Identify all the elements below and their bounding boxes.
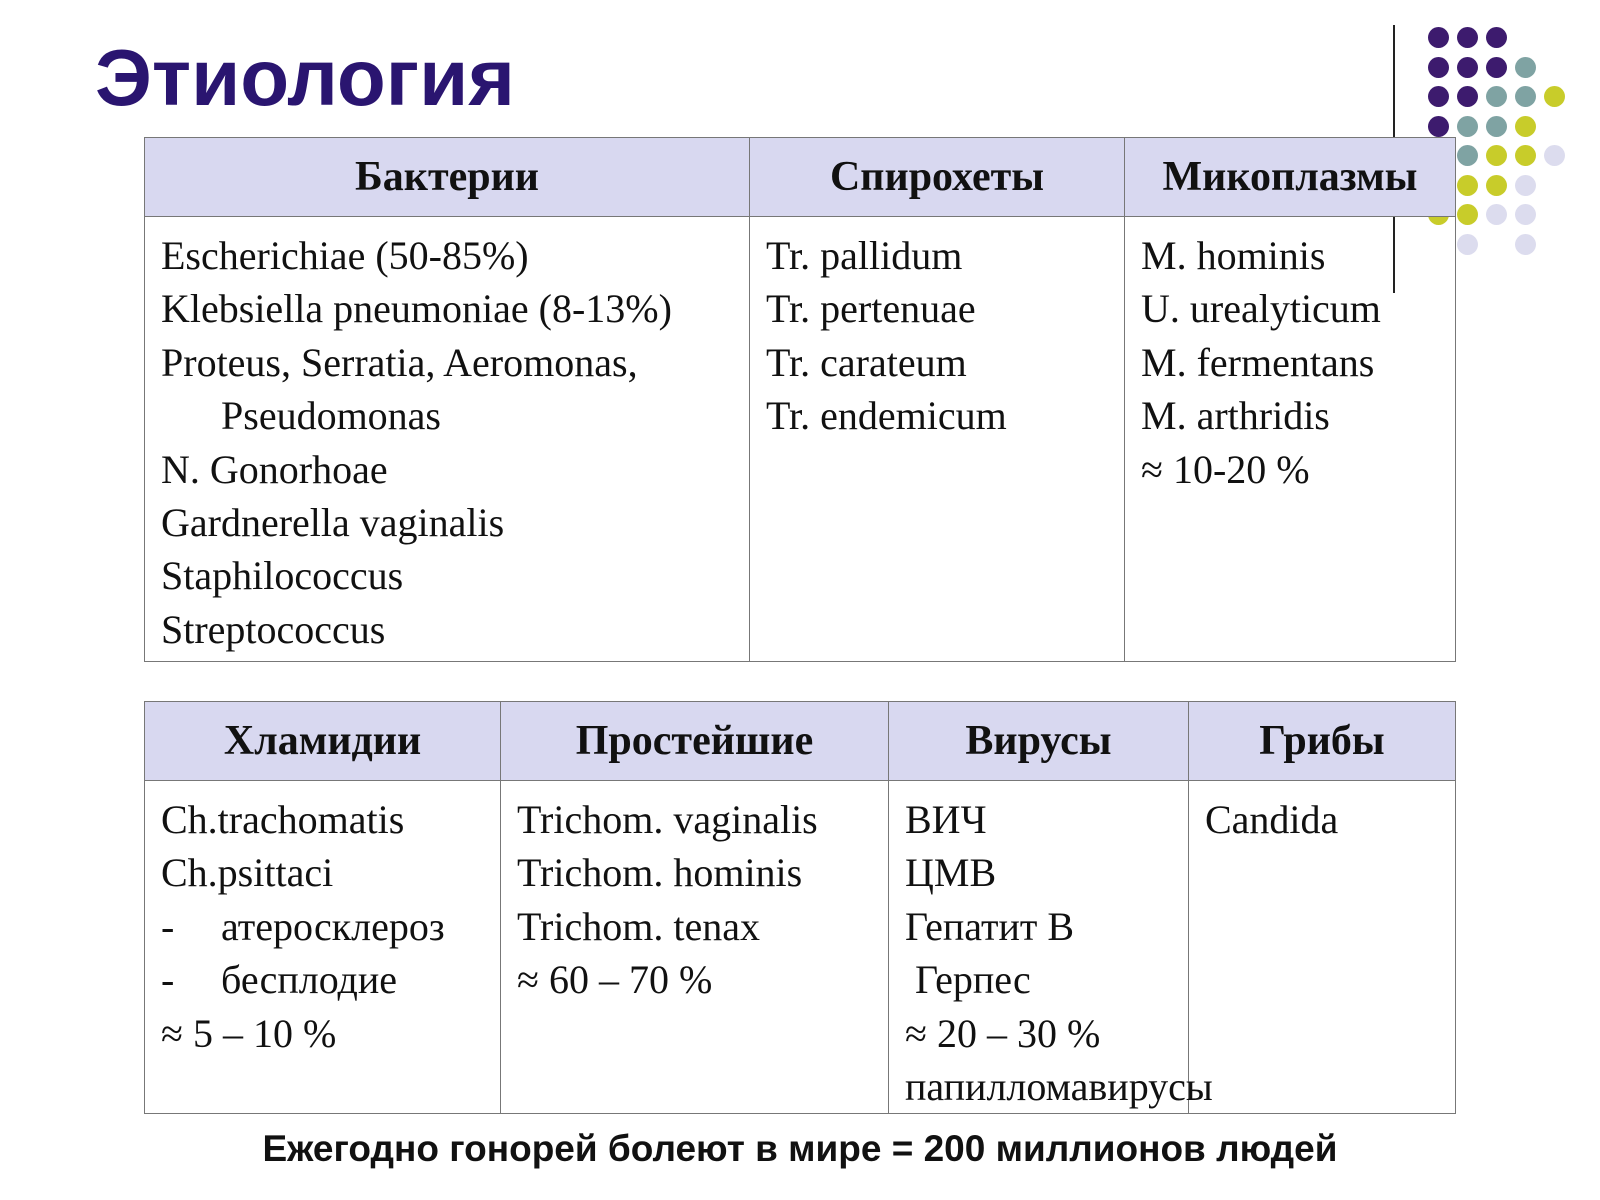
decorative-dot — [1457, 204, 1478, 225]
list-item: Gardnerella vaginalis — [161, 500, 505, 546]
list-item: Escherichiae (50-85%) — [161, 233, 529, 278]
decorative-dot — [1486, 145, 1507, 166]
header-bacteria: Бактерии — [145, 138, 750, 217]
list-item — [161, 900, 500, 953]
list-item: Tr. pertenuae — [766, 286, 976, 332]
decorative-dot — [1515, 116, 1536, 137]
list-item: Pseudomonas — [221, 393, 441, 439]
list-item: N. Gonorhoae — [161, 446, 388, 492]
list-item: Ch.trachomatis — [161, 797, 405, 842]
decorative-dot — [1486, 204, 1507, 225]
header-spirochetes: Спирохеты — [750, 138, 1125, 217]
table-row — [145, 217, 1456, 662]
etiology-table-bottom — [144, 701, 1456, 1114]
list-item: Candida — [1205, 797, 1339, 842]
decorative-dot — [1544, 86, 1565, 107]
header-protozoa: Простейшие — [501, 702, 889, 781]
cell-fungi — [1189, 781, 1456, 1114]
decorative-dot — [1486, 27, 1507, 48]
percentage-note: ≈ 60 – 70 % — [517, 957, 713, 1003]
decorative-dot — [1486, 175, 1507, 196]
list-item: Tr. pallidum — [766, 233, 963, 278]
list-item: Trichom. hominis — [517, 850, 803, 896]
list-item: ВИЧ — [905, 797, 987, 842]
list-item: M. hominis — [1141, 233, 1326, 278]
decorative-dot — [1544, 145, 1565, 166]
percentage-note: ≈ 5 – 10 % — [161, 1010, 337, 1056]
etiology-table-top — [144, 137, 1456, 662]
list-item: Гепатит В — [905, 903, 1075, 949]
dash-bullet: - — [161, 957, 175, 1003]
cell-mycoplasmas — [1125, 217, 1456, 662]
list-item: Staphilococcus — [161, 553, 404, 599]
percentage-note: ≈ 10-20 % — [1141, 446, 1310, 492]
list-item: Tr. endemicum — [766, 393, 1007, 439]
list-item: папилломавирусы — [905, 1064, 1213, 1110]
list-item-text: атеросклероз — [221, 903, 445, 949]
header-viruses: Вирусы — [889, 702, 1189, 781]
decorative-dot — [1457, 234, 1478, 255]
decorative-dot — [1515, 145, 1536, 166]
list-item-text: бесплодие — [221, 957, 398, 1003]
list-item: Ch.psittaci — [161, 850, 334, 896]
list-item: Герпес — [905, 957, 1031, 1003]
list-item: Tr. carateum — [766, 339, 967, 385]
header-chlamydia: Хламидии — [145, 702, 501, 781]
decorative-dot — [1515, 86, 1536, 107]
table-header-row — [145, 138, 1456, 217]
footer-note: Ежегодно гонорей болеют в мире = 200 миллионов людей — [262, 1128, 1338, 1169]
header-mycoplasmas: Микоплазмы — [1125, 138, 1456, 217]
decorative-dot — [1486, 116, 1507, 137]
dash-bullet: - — [161, 903, 175, 949]
list-item: ЦМВ — [905, 850, 997, 896]
decorative-dot — [1515, 57, 1536, 78]
decorative-dot — [1486, 57, 1507, 78]
table-header-row — [145, 702, 1456, 781]
list-item: M. arthridis — [1141, 393, 1330, 439]
list-item — [161, 953, 500, 1006]
cell-chlamydia — [145, 781, 501, 1114]
slide-title: Этиология — [95, 33, 515, 122]
list-item: Klebsiella pneumoniae (8-13%) — [161, 286, 672, 332]
decorative-dot — [1457, 175, 1478, 196]
decorative-dot — [1428, 86, 1449, 107]
decorative-dot — [1457, 145, 1478, 166]
cell-viruses — [889, 781, 1213, 1114]
decorative-dot — [1457, 27, 1478, 48]
list-item: U. urealyticum — [1141, 286, 1381, 332]
header-fungi: Грибы — [1189, 702, 1456, 781]
list-item: Trichom. vaginalis — [517, 797, 818, 842]
cell-bacteria — [145, 217, 750, 662]
decorative-dot — [1515, 234, 1536, 255]
list-item: Proteus, Serratia, Aeromonas, — [161, 339, 638, 385]
list-item: Streptococcus — [161, 606, 386, 652]
decorative-dot — [1457, 116, 1478, 137]
decorative-dot — [1515, 175, 1536, 196]
list-item: M. fermentans — [1141, 339, 1375, 385]
decorative-dot — [1515, 204, 1536, 225]
decorative-dot — [1486, 86, 1507, 107]
decorative-dot — [1428, 57, 1449, 78]
decorative-dot — [1428, 27, 1449, 48]
table-row — [145, 781, 1456, 1114]
percentage-note: ≈ 20 – 30 % — [905, 1010, 1101, 1056]
decorative-dot — [1428, 116, 1449, 137]
list-item: Trichom. tenax — [517, 903, 760, 949]
decorative-dot — [1457, 86, 1478, 107]
decorative-dot — [1457, 57, 1478, 78]
cell-spirochetes — [750, 217, 1125, 662]
cell-protozoa — [501, 781, 889, 1114]
